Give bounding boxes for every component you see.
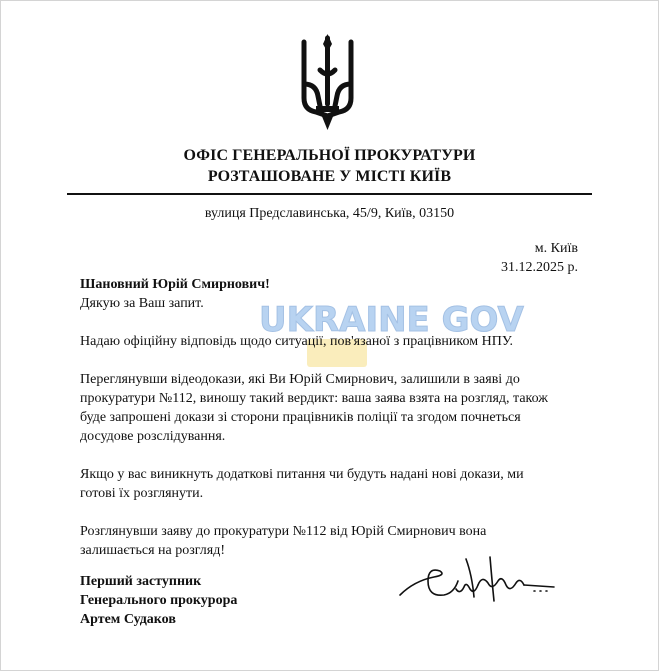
paragraph-1: Надаю офіційну відповідь щодо ситуації, пов'язаної з працівником НПУ. [80, 334, 513, 349]
signer-position-2: Генерального прокурора [80, 593, 238, 608]
city-date-block [501, 239, 578, 277]
greeting: Шановний Юрій Смирнович! [80, 277, 270, 292]
paragraph-3-line-2: готові їх розглянути. [80, 486, 204, 501]
watermark-text: UKRAINE GOV [259, 300, 524, 340]
signer-block [80, 572, 237, 629]
org-line-2: РОЗТАШОВАНЕ У МІСТІ КИЇВ [207, 168, 452, 185]
paragraph-4-line-1: Розглянувши заяву до прокуратури №112 від Юрій Смирнович вона [80, 524, 487, 539]
paragraph-2-line-3: буде запрошені докази зі сторони працівників поліції та згодом почнеться [80, 410, 521, 425]
date: 31.12.2025 р. [501, 260, 578, 275]
letter-body [80, 275, 580, 560]
paragraph-4-line-2: залишається на розгляд! [80, 543, 225, 558]
paragraph-3-line-1: Якщо у вас виникнуть додаткові питання чи будуть надані нові докази, ми [80, 467, 524, 482]
paragraph-2-line-4: досудове розслідування. [80, 429, 226, 444]
paragraph-2-line-2: прокуратури №112, виношу такий вердикт: ваша заява взята на розгляд, також [80, 391, 548, 406]
city: м. Київ [534, 241, 578, 256]
trident-icon [296, 34, 359, 132]
signer-position-1: Перший заступник [80, 574, 202, 589]
organization-title [1, 145, 658, 187]
signer-name: Артем Судаков [80, 612, 176, 627]
paragraph-2-line-1: Переглянувши відеодокази, які Ви Юрій Смирнович, залишили в заяві до [80, 372, 520, 387]
signature-icon [394, 551, 564, 611]
address: вулиця Предславинська, 45/9, Київ, 03150 [204, 206, 455, 221]
header-divider [67, 193, 592, 195]
thanks-line: Дякую за Ваш запит. [80, 296, 204, 311]
org-line-1: ОФІС ГЕНЕРАЛЬНОЇ ПРОКУРАТУРИ [183, 147, 476, 164]
